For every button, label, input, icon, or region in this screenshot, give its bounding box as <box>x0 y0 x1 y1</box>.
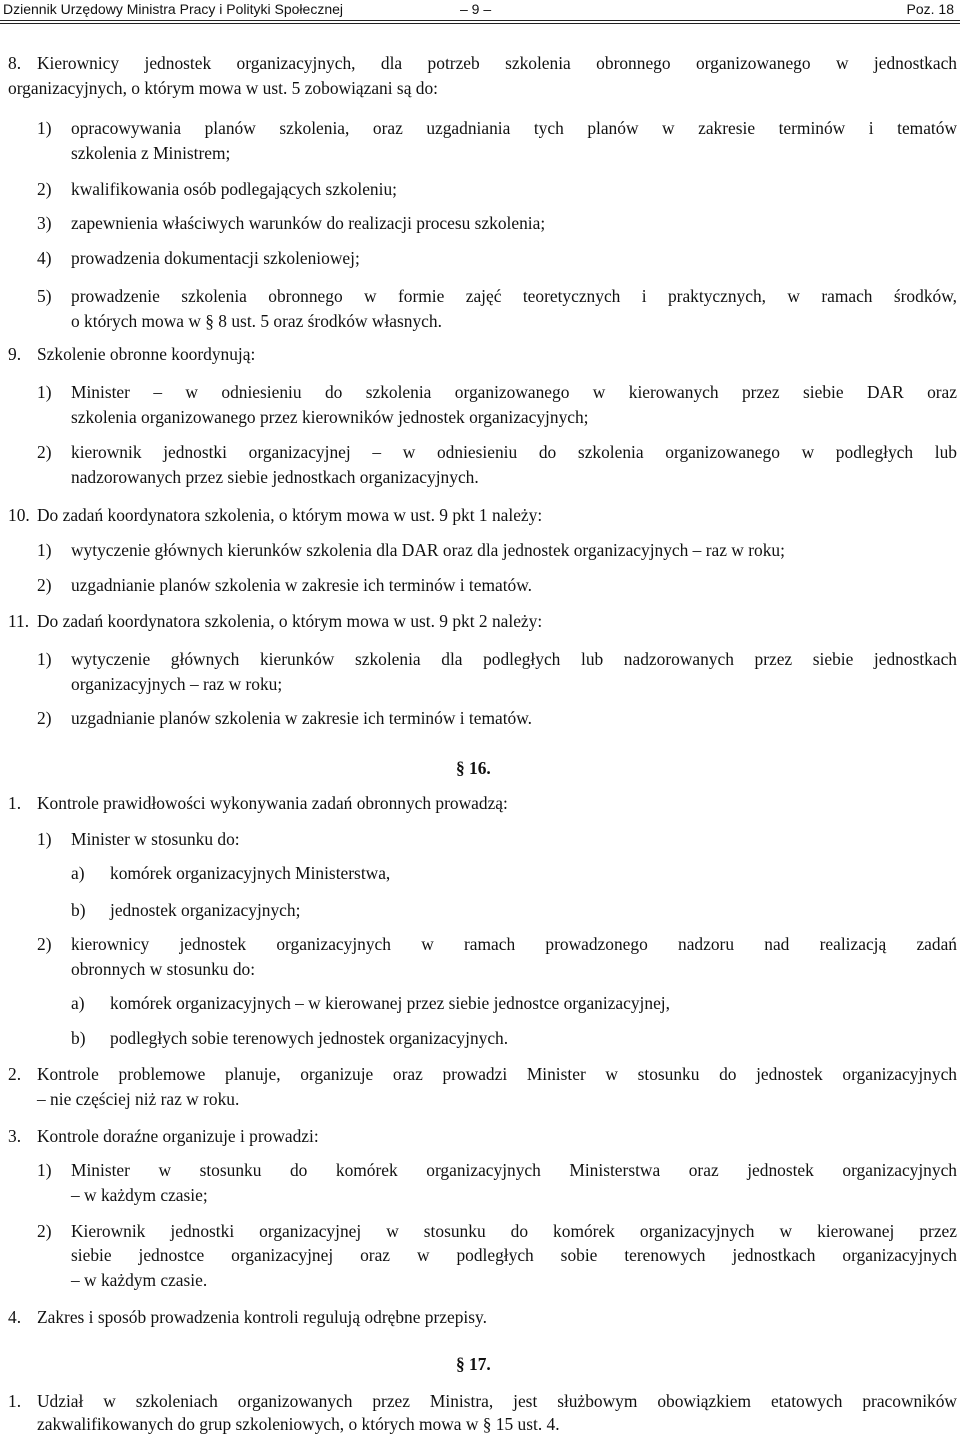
section-heading: § 16. <box>456 758 491 778</box>
header-rule <box>0 20 960 21</box>
paragraph-text: organizacyjnych, o którym mowa w ust. 5 zobowiązani są do: <box>8 78 438 98</box>
item-number: 1) <box>37 649 52 669</box>
list-item: uzgadnianie planów szkolenia w zakresie ich terminów i tematów. <box>71 708 533 728</box>
paragraph-text: Do zadań koordynatora szkolenia, o którym mowa w ust. 9 pkt 1 należy: <box>37 505 543 525</box>
item-number: 1) <box>37 1160 52 1180</box>
list-item: szkolenia z Ministrem; <box>71 143 231 163</box>
paragraph-text: Kontrole prawidłowości wykonywania zadań obronnych prowadzą: <box>37 793 508 813</box>
paragraph-number: 3. <box>8 1126 22 1146</box>
item-number: 2) <box>37 934 52 954</box>
sub-item: komórek organizacyjnych Ministerstwa, <box>110 863 391 883</box>
item-number: 2) <box>37 708 52 728</box>
list-item: organizacyjnych – raz w roku; <box>71 674 283 694</box>
position-number: Poz. 18 <box>906 1 954 17</box>
journal-title: Dziennik Urzędowy Ministra Pracy i Polityki Społecznej <box>3 1 344 17</box>
list-item: – w każdym czasie; <box>71 1185 208 1205</box>
list-item: nadzorowanych przez siebie jednostkach organizacyjnych. <box>71 467 479 487</box>
paragraph-number: 11. <box>8 611 30 631</box>
paragraph-text: – nie częściej niż raz w roku. <box>37 1089 240 1109</box>
paragraph-text: Zakres i sposób prowadzenia kontroli regulują odrębne przepisy. <box>37 1307 487 1327</box>
item-number: 3) <box>37 213 52 233</box>
list-item: zapewnienia właściwych warunków do realizacji procesu szkolenia; <box>71 213 546 233</box>
item-number: 5) <box>37 286 52 306</box>
list-item: kwalifikowania osób podlegających szkoleniu; <box>71 179 397 199</box>
item-number: 2) <box>37 179 52 199</box>
paragraph-text: Kontrole doraźne organizuje i prowadzi: <box>37 1126 319 1146</box>
list-item: kierownik jednostki organizacyjnej – w odniesieniu do szkolenia organizowanego w podległych lub <box>71 442 957 462</box>
list-item: kierownicy jednostek organizacyjnych w ramach prowadzonego nadzoru nad realizacją zadań <box>71 934 957 954</box>
list-item: wytyczenie głównych kierunków szkolenia dla podległych lub nadzorowanych przez siebie jednostkach <box>71 649 957 669</box>
list-item: o których mowa w § 8 ust. 5 oraz środków własnych. <box>71 311 442 331</box>
page-number: – 9 – <box>460 1 492 17</box>
item-number: 2) <box>37 1221 52 1241</box>
list-item: Kierownik jednostki organizacyjnej w stosunku do komórek organizacyjnych w kierowanej przez <box>71 1221 957 1241</box>
list-item: siebie jednostce organizacyjnej oraz w podległych sobie terenowych jednostkach organizacyjnych <box>71 1245 957 1265</box>
item-number: 2) <box>37 575 52 595</box>
paragraph-text: Szkolenie obronne koordynują: <box>37 344 256 364</box>
subitem-letter: a) <box>71 993 85 1013</box>
paragraph-number: 2. <box>8 1064 22 1084</box>
paragraph-number: 4. <box>8 1307 22 1327</box>
subitem-letter: a) <box>71 863 85 883</box>
subitem-letter: b) <box>71 1028 86 1048</box>
item-number: 1) <box>37 540 52 560</box>
list-item: Minister – w odniesieniu do szkolenia organizowanego w kierowanych przez siebie DAR oraz <box>71 382 957 402</box>
list-item: wytyczenie głównych kierunków szkolenia dla DAR oraz dla jednostek organizacyjnych – raz w roku; <box>71 540 785 560</box>
paragraph-number: 1. <box>8 1391 22 1411</box>
item-number: 1) <box>37 382 52 402</box>
list-item: prowadzenie szkolenia obronnego w formie zajęć teoretycznych i praktycznych, w ramach środków, <box>71 286 957 306</box>
list-item: obronnych w stosunku do: <box>71 959 256 979</box>
list-item: Minister w stosunku do: <box>71 829 240 849</box>
paragraph-number: 9. <box>8 344 22 364</box>
list-item: prowadzenia dokumentacji szkoleniowej; <box>71 248 360 268</box>
item-number: 1) <box>37 118 52 138</box>
paragraph-number: 1. <box>8 793 22 813</box>
list-item: opracowywania planów szkolenia, oraz uzgadniania tych planów w zakresie terminów i tematów <box>71 118 957 138</box>
paragraph-number: 8. <box>8 53 22 73</box>
page-header <box>0 0 960 20</box>
sub-item: podległych sobie terenowych jednostek organizacyjnych. <box>110 1028 509 1048</box>
item-number: 4) <box>37 248 52 268</box>
list-item: uzgadnianie planów szkolenia w zakresie ich terminów i tematów. <box>71 575 533 595</box>
paragraph-text: Do zadań koordynatora szkolenia, o którym mowa w ust. 9 pkt 2 należy: <box>37 611 543 631</box>
list-item: – w każdym czasie. <box>71 1270 208 1290</box>
list-item: Minister w stosunku do komórek organizacyjnych Ministerstwa oraz jednostek organizacyjnych <box>71 1160 957 1180</box>
sub-item: jednostek organizacyjnych; <box>110 900 301 920</box>
paragraph-text: Udział w szkoleniach organizowanych przez Ministra, jest służbowym obowiązkiem etatowych pracowników <box>37 1391 957 1411</box>
item-number: 2) <box>37 442 52 462</box>
section-heading: § 17. <box>456 1354 491 1374</box>
header-rule <box>0 23 960 24</box>
paragraph-text: Kontrole problemowe planuje, organizuje oraz prowadzi Minister w stosunku do jednostek organizacyjnych <box>37 1064 957 1084</box>
sub-item: komórek organizacyjnych – w kierowanej przez siebie jednostce organizacyjnej, <box>110 993 670 1013</box>
item-number: 1) <box>37 829 52 849</box>
list-item: szkolenia organizowanego przez kierowników jednostek organizacyjnych; <box>71 407 589 427</box>
paragraph-number: 10. <box>8 505 30 525</box>
subitem-letter: b) <box>71 900 86 920</box>
paragraph-text: Kierownicy jednostek organizacyjnych, dla potrzeb szkolenia obronnego organizowanego w jednostkach <box>37 53 957 73</box>
paragraph-text: zakwalifikowanych do grup szkoleniowych, o których mowa w § 15 ust. 4. <box>37 1414 560 1434</box>
